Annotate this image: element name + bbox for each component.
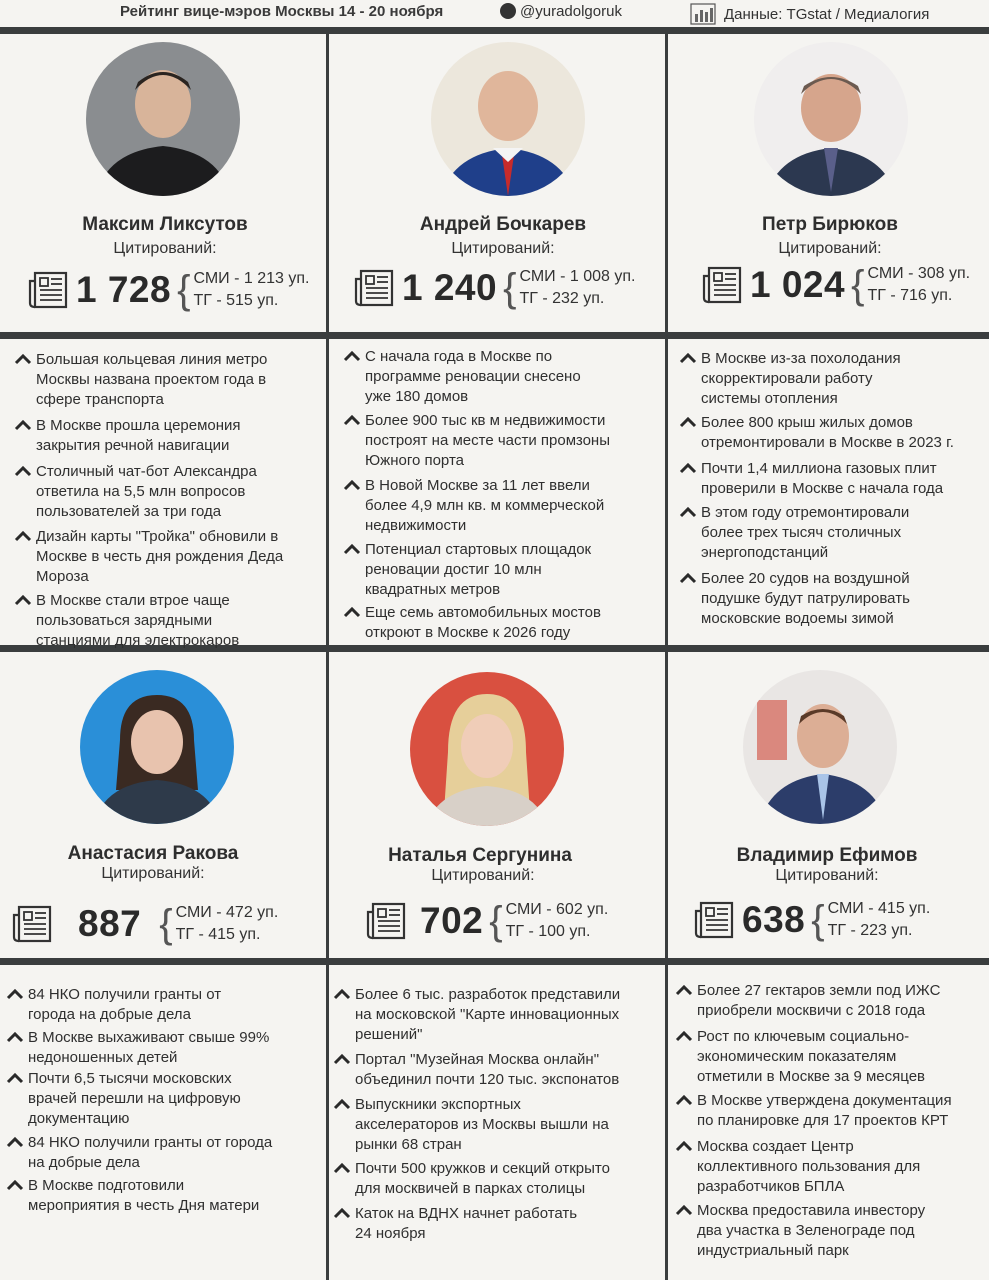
news-line: решений" <box>355 1026 423 1043</box>
news-line: системы отопления <box>701 390 838 407</box>
news-text <box>36 591 239 651</box>
news-text <box>36 350 267 410</box>
chevron-up-icon <box>6 1028 28 1068</box>
chevron-up-icon <box>14 527 36 587</box>
tg-count: ТГ - 100 уп. <box>505 923 591 940</box>
citations-split <box>506 899 609 943</box>
chevron-up-icon <box>333 1159 355 1199</box>
divider <box>0 958 989 965</box>
news-line: В Москве стали втрое чаще <box>36 592 230 609</box>
news-line: Более 20 судов на воздушной <box>701 570 910 587</box>
news-line: рынки 68 стран <box>355 1136 462 1153</box>
chevron-up-icon <box>333 1050 355 1090</box>
news-line: построят на месте части промзоны <box>365 432 610 449</box>
news-line: квадратных метров <box>365 581 501 598</box>
citations-stats <box>354 266 635 310</box>
news-text <box>701 459 943 499</box>
news-text <box>697 1091 952 1131</box>
divider <box>0 332 989 339</box>
person-name: Андрей Бочкарев <box>419 214 587 235</box>
news-text <box>365 540 591 600</box>
news-line: программе реновации снесено <box>365 368 581 385</box>
news-line: уже 180 домов <box>365 388 469 405</box>
brace: { <box>811 898 825 942</box>
news-line: отметили в Москве за 9 месяцев <box>697 1068 926 1085</box>
news-text <box>355 1204 577 1244</box>
tg-count: ТГ - 415 уп. <box>175 926 261 943</box>
news-line: сфере транспорта <box>36 391 164 408</box>
news-line: В Новой Москве за 11 лет ввели <box>365 477 590 494</box>
brace: { <box>503 266 517 310</box>
brace: { <box>159 902 173 946</box>
news-item <box>675 1137 989 1197</box>
citations-label: Цитирований: <box>451 240 555 257</box>
news-line: более 4,9 млн кв. м коммерческой <box>365 497 605 514</box>
news-line: В Москве утверждена документация <box>697 1092 952 1109</box>
person-name: Максим Ликсутов <box>82 214 248 235</box>
smi-count: СМИ - 415 уп. <box>827 900 931 917</box>
news-item <box>333 1050 663 1090</box>
news-line: приобрели москвичи с 2018 года <box>697 1002 926 1019</box>
total-citations: 702 <box>420 900 484 941</box>
news-line: Москва создает Центр <box>697 1138 854 1155</box>
news-text <box>28 985 221 1025</box>
news-item <box>675 981 989 1021</box>
news-line: В Москве выхаживают свыше 99% <box>28 1029 270 1046</box>
news-item <box>343 411 663 471</box>
news-line: С начала года в Москве по <box>365 348 553 365</box>
chevron-up-icon <box>343 411 365 471</box>
smi-count: СМИ - 1 213 уп. <box>193 270 310 287</box>
news-item <box>675 1091 989 1131</box>
news-line: откроют в Москве к 2026 году <box>365 624 571 641</box>
news-item <box>675 1201 989 1261</box>
news-text <box>355 1050 619 1090</box>
news-line: скорректировали работу <box>701 370 873 387</box>
tg-count: ТГ - 716 уп. <box>867 287 953 304</box>
chevron-up-icon <box>675 1137 697 1197</box>
citations-split <box>519 266 635 310</box>
chevron-up-icon <box>333 1095 355 1155</box>
person-name: Анастасия Ракова <box>67 843 239 864</box>
citations-split <box>828 898 931 942</box>
news-line: разработчиков БПЛА <box>697 1178 845 1195</box>
divider <box>0 27 989 34</box>
chevron-up-icon <box>675 981 697 1021</box>
news-line: Столичный чат-бот Александра <box>36 463 257 480</box>
news-line: В Москве прошла церемония <box>36 417 241 434</box>
news-line: Южного порта <box>365 452 464 469</box>
news-line: пользователей за три года <box>36 503 222 520</box>
news-item <box>6 1133 324 1173</box>
news-line: пользоваться зарядными <box>36 612 213 629</box>
newspaper-icon <box>28 271 68 309</box>
news-line: подушке будут патрулировать <box>701 590 910 607</box>
avatar <box>410 672 564 826</box>
news-text <box>365 411 610 471</box>
citations-stats <box>12 902 278 946</box>
total-citations: 1 728 <box>76 269 172 310</box>
citations-stats <box>366 899 608 943</box>
citations-stats <box>28 268 309 312</box>
news-item <box>6 1176 324 1216</box>
chevron-up-icon <box>679 503 701 563</box>
news-line: Более 6 тыс. разработок представили <box>355 986 621 1003</box>
news-text <box>701 349 901 409</box>
news-line: Каток на ВДНХ начнет работать <box>355 1205 578 1222</box>
news-line: по планировке для 17 проектов КРТ <box>697 1112 949 1129</box>
news-line: Почти 6,5 тысячи московских <box>28 1070 232 1087</box>
brace: { <box>177 268 191 312</box>
news-line: индустриальный парк <box>697 1242 849 1259</box>
news-item <box>14 591 324 651</box>
person-name: Владимир Ефимов <box>736 845 918 866</box>
news-line: 24 ноября <box>355 1225 426 1242</box>
news-line: Москве в честь дня рождения Деда <box>36 548 284 565</box>
data-source-text: Данные: TGstat / Медиалогия <box>724 5 930 23</box>
news-item <box>6 1028 324 1068</box>
news-item <box>14 462 324 522</box>
news-line: акселераторов из Москвы вышли на <box>355 1116 609 1133</box>
chevron-up-icon <box>675 1091 697 1131</box>
news-item <box>14 350 324 410</box>
chevron-up-icon <box>675 1201 697 1261</box>
citations-split <box>867 263 970 307</box>
citations-label: Цитирований: <box>778 240 882 257</box>
chevron-up-icon <box>343 476 365 536</box>
smi-count: СМИ - 602 уп. <box>505 901 609 918</box>
news-line: проверили в Москве с начала года <box>701 480 944 497</box>
news-line: недоношенных детей <box>28 1049 178 1066</box>
news-text <box>36 416 241 456</box>
newspaper-icon <box>702 266 742 304</box>
smi-count: СМИ - 308 уп. <box>867 265 971 282</box>
news-text <box>355 1095 609 1155</box>
news-line: энергоподстанций <box>701 544 829 561</box>
news-line: Выпускники экспортных <box>355 1096 521 1113</box>
tg-count: ТГ - 232 уп. <box>519 290 605 307</box>
total-citations: 1 240 <box>402 267 498 308</box>
news-line: Более 900 тыс кв м недвижимости <box>365 412 606 429</box>
citations-stats <box>694 898 930 942</box>
news-line: мероприятия в честь Дня матери <box>28 1197 260 1214</box>
citations-split <box>193 268 309 312</box>
news-line: документацию <box>28 1110 130 1127</box>
news-line: Мороза <box>36 568 89 585</box>
tg-count: ТГ - 223 уп. <box>827 922 913 939</box>
avatar <box>86 42 240 196</box>
news-line: 84 НКО получили гранты от города <box>28 1134 273 1151</box>
news-line: недвижимости <box>365 517 467 534</box>
chevron-up-icon <box>333 1204 355 1244</box>
news-line: московские водоемы зимой <box>701 610 894 627</box>
chevron-up-icon <box>675 1027 697 1087</box>
news-line: В Москве подготовили <box>28 1177 185 1194</box>
news-text <box>697 1201 925 1261</box>
news-text <box>697 1137 920 1197</box>
news-text <box>701 413 954 453</box>
news-text <box>365 347 581 407</box>
news-line: экономическим показателям <box>697 1048 897 1065</box>
news-text <box>355 1159 610 1199</box>
chevron-up-icon <box>14 591 36 651</box>
news-item <box>343 347 663 407</box>
news-line: ответила на 5,5 млн вопросов <box>36 483 246 500</box>
news-text <box>36 462 257 522</box>
news-item <box>333 1095 663 1155</box>
data-source <box>690 3 929 25</box>
total-citations: 1 024 <box>750 264 846 305</box>
news-line: отремонтировали в Москве в 2023 г. <box>701 434 954 451</box>
chevron-up-icon <box>333 985 355 1045</box>
news-line: станциями для электрокаров <box>36 632 240 649</box>
news-line: города на добрые дела <box>28 1006 191 1023</box>
chevron-up-icon <box>343 540 365 600</box>
chevron-up-icon <box>6 1069 28 1129</box>
brace: { <box>851 263 865 307</box>
news-text <box>28 1133 272 1173</box>
citations-label: Цитирований: <box>113 240 217 257</box>
news-item <box>14 527 324 587</box>
news-item <box>679 459 989 499</box>
news-item <box>679 349 989 409</box>
news-item <box>679 569 989 629</box>
news-line: Более 800 крыш жилых домов <box>701 414 913 431</box>
total-citations: 887 <box>78 903 142 944</box>
news-line: Москвы названа проектом года в <box>36 371 267 388</box>
news-item <box>675 1027 989 1087</box>
news-item <box>14 416 324 456</box>
news-line: В Москве из-за похолодания <box>701 350 901 367</box>
chevron-up-icon <box>6 1176 28 1216</box>
news-line: реновации достиг 10 млн <box>365 561 542 578</box>
news-line: Почти 1,4 миллиона газовых плит <box>701 460 937 477</box>
news-item <box>343 476 663 536</box>
avatar <box>80 670 234 824</box>
chevron-up-icon <box>6 985 28 1025</box>
page-title: Рейтинг вице-мэров Москвы 14 - 20 ноября <box>120 3 444 20</box>
news-line: врачей перешли на цифровую <box>28 1090 241 1107</box>
chevron-up-icon <box>679 413 701 453</box>
newspaper-icon <box>354 269 394 307</box>
chevron-up-icon <box>343 347 365 407</box>
citations-split <box>176 902 279 946</box>
chevron-up-icon <box>679 349 701 409</box>
tg-count: ТГ - 515 уп. <box>193 292 279 309</box>
news-item <box>343 603 663 643</box>
total-citations: 638 <box>742 899 806 940</box>
news-line: два участка в Зеленограде под <box>697 1222 915 1239</box>
chevron-up-icon <box>6 1133 28 1173</box>
news-text <box>36 527 283 587</box>
news-item <box>333 1159 663 1199</box>
news-item <box>333 985 663 1045</box>
channel-handle-text: @yuradolgoruk <box>520 3 622 20</box>
avatar <box>743 670 897 824</box>
chevron-up-icon <box>14 416 36 456</box>
smi-count: СМИ - 472 уп. <box>175 904 279 921</box>
news-text <box>355 985 620 1045</box>
header <box>0 0 989 28</box>
chevron-up-icon <box>679 569 701 629</box>
smi-count: СМИ - 1 008 уп. <box>519 268 636 285</box>
person-name: Наталья Сергунина <box>388 845 572 866</box>
news-line: Более 27 гектаров земли под ИЖС <box>697 982 941 999</box>
chevron-up-icon <box>343 603 365 643</box>
avatar <box>754 42 908 196</box>
news-line: объединил почти 120 тыс. экспонатов <box>355 1071 620 1088</box>
news-text <box>701 569 910 629</box>
citations-label: Цитирований: <box>101 865 205 882</box>
chart-icon <box>690 3 716 25</box>
news-text <box>697 981 940 1021</box>
news-line: В этом году отремонтировали <box>701 504 910 521</box>
chevron-up-icon <box>14 462 36 522</box>
news-item <box>6 985 324 1025</box>
citations-stats <box>702 263 970 307</box>
news-line: для москвичей в парках столицы <box>355 1180 586 1197</box>
news-text <box>365 476 604 536</box>
news-line: Потенциал стартовых площадок <box>365 541 592 558</box>
globe-icon <box>500 3 516 19</box>
news-line: закрытия речной навигации <box>36 437 230 454</box>
person-name: Петр Бирюков <box>762 214 898 235</box>
citations-label: Цитирований: <box>775 867 879 884</box>
news-item <box>343 540 663 600</box>
news-text <box>28 1176 259 1216</box>
citations-label: Цитирований: <box>431 867 535 884</box>
news-text <box>28 1069 241 1129</box>
news-text <box>28 1028 269 1068</box>
news-line: 84 НКО получили гранты от <box>28 986 222 1003</box>
news-line: Рост по ключевым социально- <box>697 1028 910 1045</box>
news-line: коллективного пользования для <box>697 1158 921 1175</box>
newspaper-icon <box>694 901 734 939</box>
newspaper-icon <box>12 905 52 943</box>
avatar <box>431 42 585 196</box>
news-line: Большая кольцевая линия метро <box>36 351 268 368</box>
news-item <box>679 413 989 453</box>
channel-handle[interactable] <box>500 3 622 20</box>
newspaper-icon <box>366 902 406 940</box>
news-text <box>365 603 601 643</box>
news-line: Дизайн карты "Тройка" обновили в <box>36 528 279 545</box>
news-line: на добрые дела <box>28 1154 140 1171</box>
news-item <box>679 503 989 563</box>
news-item <box>6 1069 324 1129</box>
news-item <box>333 1204 663 1244</box>
news-line: Почти 500 кружков и секций открыто <box>355 1160 610 1177</box>
news-line: более трех тысяч столичных <box>701 524 902 541</box>
chevron-up-icon <box>679 459 701 499</box>
news-line: Еще семь автомобильных мостов <box>365 604 601 621</box>
news-text <box>697 1027 925 1087</box>
chevron-up-icon <box>14 350 36 410</box>
news-line: на московской "Карте инновационных <box>355 1006 620 1023</box>
news-line: Москва предоставила инвестору <box>697 1202 926 1219</box>
brace: { <box>489 899 503 943</box>
news-line: Портал "Музейная Москва онлайн" <box>355 1051 600 1068</box>
news-text <box>701 503 909 563</box>
